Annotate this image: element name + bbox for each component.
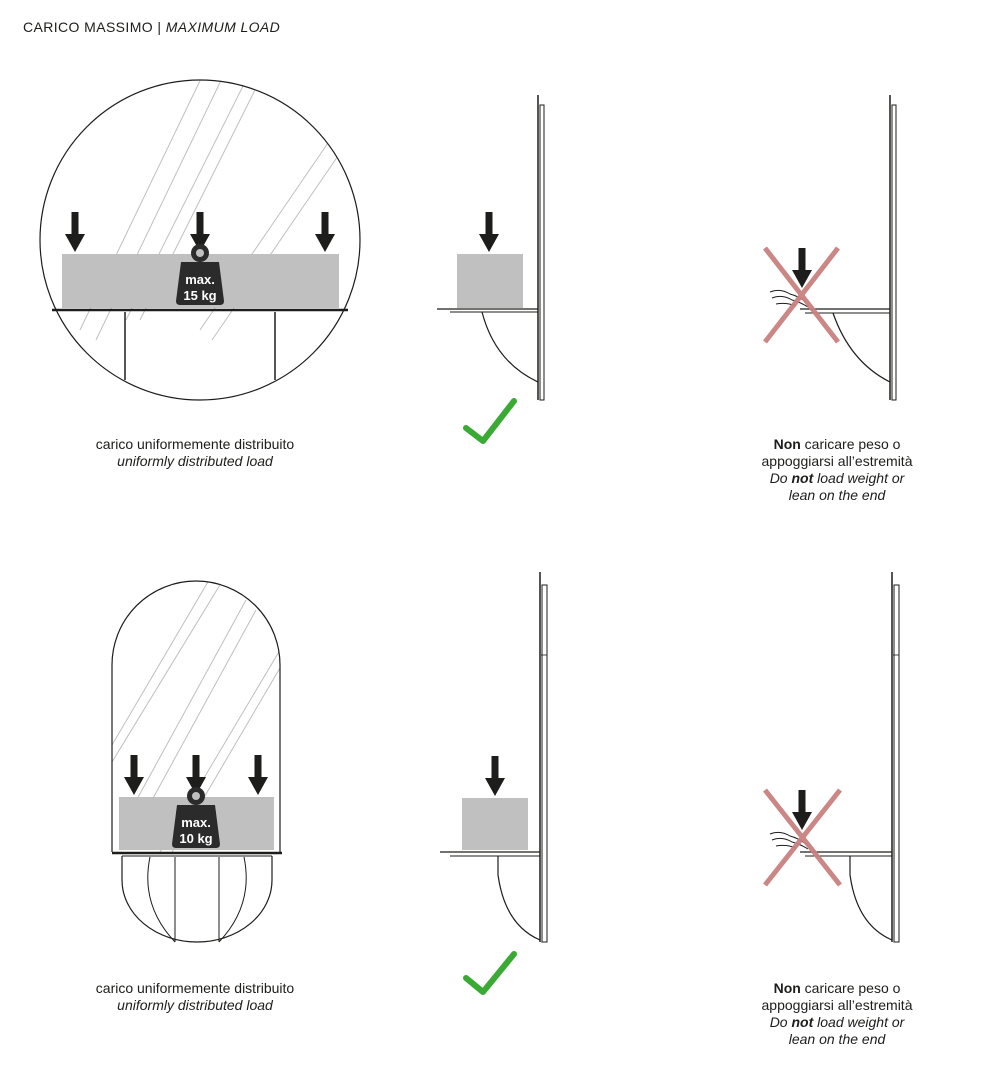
weight-label-line2: 10 kg: [179, 831, 213, 846]
caption-wrong-top: [687, 436, 987, 504]
title-italian: CARICO MASSIMO: [23, 19, 154, 35]
caption-wrong-english-bold: not: [791, 470, 814, 486]
caption-wrong-bottom: [687, 980, 987, 1048]
side-view-wrong-bottom: [765, 572, 899, 942]
down-arrow-icon: [248, 755, 268, 795]
caption-wrong-english-line1: load weight or: [813, 470, 905, 486]
caption-correct-top: [45, 436, 345, 470]
checkmark-icon: [466, 401, 514, 441]
caption-correct-english: uniformly distributed load: [117, 997, 273, 1013]
caption-wrong-italian-line1: caricare peso o: [800, 980, 901, 996]
caption-correct-bottom: [45, 980, 345, 1014]
down-arrow-icon: [485, 756, 505, 796]
caption-wrong-english-line2: lean on the end: [788, 487, 886, 503]
title-english: MAXIMUM LOAD: [165, 19, 281, 35]
title-separator: |: [153, 19, 166, 35]
down-arrow-icon: [479, 212, 499, 252]
weight-icon: [176, 244, 224, 305]
down-arrow-icon: [315, 212, 335, 252]
side-view-correct-bottom: [440, 572, 547, 992]
load-box: [462, 798, 528, 850]
capsule-mirror-diagram: [112, 575, 282, 942]
side-view-wrong-top: [765, 95, 896, 400]
weight-label-line1: max.: [181, 815, 211, 830]
checkmark-icon: [466, 954, 514, 992]
caption-wrong-english-bold: not: [791, 1014, 814, 1030]
weight-label-line1: max.: [185, 272, 215, 287]
caption-wrong-bold-non: Non: [773, 436, 801, 452]
caption-wrong-italian-line2: appoggiarsi all’estremità: [761, 453, 913, 469]
side-view-correct-top: [437, 95, 544, 441]
caption-wrong-italian-line1: caricare peso o: [800, 436, 901, 452]
caption-wrong-english-line2: lean on the end: [788, 1031, 886, 1047]
caption-correct-italian: carico uniformemente distribuito: [95, 980, 295, 996]
weight-icon: [172, 787, 220, 848]
down-arrow-icon: [65, 212, 85, 252]
caption-wrong-english-line1: load weight or: [813, 1014, 905, 1030]
weight-label-line2: 15 kg: [183, 288, 217, 303]
caption-correct-english: uniformly distributed load: [117, 453, 273, 469]
caption-wrong-italian-line2: appoggiarsi all’estremità: [761, 997, 913, 1013]
down-arrow-icon: [124, 755, 144, 795]
caption-correct-italian: carico uniformemente distribuito: [95, 436, 295, 452]
load-box: [457, 254, 523, 308]
caption-wrong-english-pre: Do: [769, 1014, 792, 1030]
caption-wrong-bold-non: Non: [773, 980, 801, 996]
caption-wrong-english-pre: Do: [769, 470, 792, 486]
round-mirror-diagram: [40, 60, 360, 400]
